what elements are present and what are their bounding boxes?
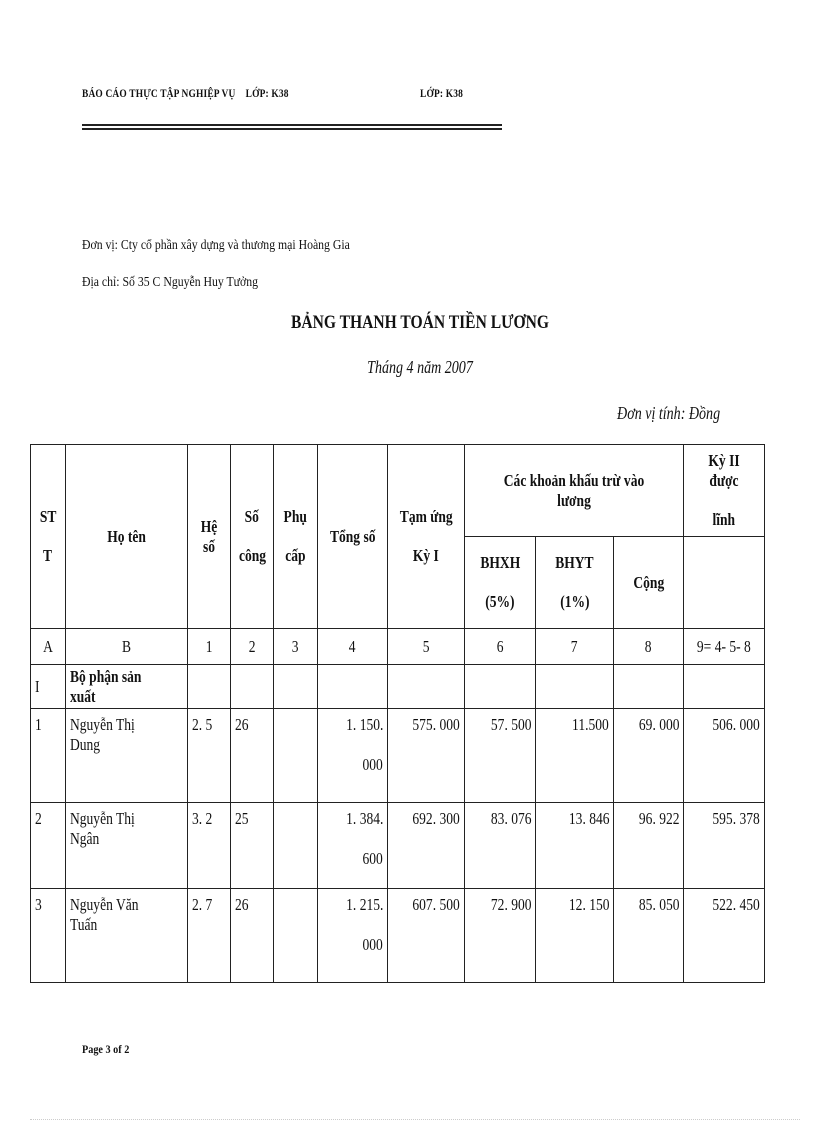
header-advance: Tạm ứng Kỳ I [388,445,465,629]
code-cell: B [66,629,188,665]
row-stt: 1 [31,709,66,803]
section-number: I [31,665,66,709]
row-advance: 692. 300 [388,803,465,889]
code-cell: 8 [614,629,684,665]
header-name: Họ tên [66,445,188,629]
currency-unit: Đơn vị tính: Đồng [616,403,720,423]
row-sum: 96. 922 [614,803,684,889]
header-sum: Cộng [614,537,684,629]
row-coefficient: 2. 5 [188,709,231,803]
row-bhyt: 13. 846 [536,803,614,889]
code-cell: 7 [536,629,614,665]
code-cell: 9= 4- 5- 8 [684,629,765,665]
row-total: 1. 150. 000 [318,709,388,803]
header-period2-blank [684,537,765,629]
row-net: 506. 000 [684,709,765,803]
row-total: 1. 384. 600 [318,803,388,889]
table-row [31,889,765,983]
row-allowance [274,803,318,889]
section-name: Bộ phận sản xuất [66,665,188,709]
row-advance: 575. 000 [388,709,465,803]
header-bhyt: BHYT (1%) [536,537,614,629]
page-bottom-divider [30,1119,800,1120]
document-title: BẢNG THANH TOÁN TIỀN LƯƠNG [291,312,549,333]
row-bhxh: 57. 500 [465,709,536,803]
header-workdays: Số công [231,445,274,629]
class-label-right: LỚP: K38 [420,88,463,100]
header-deductions: Các khoản khấu trừ vào lương [465,445,684,537]
row-stt: 2 [31,803,66,889]
code-cell: 5 [388,629,465,665]
header-period2: Kỳ II được lĩnh [684,445,765,537]
header-bhxh: BHXH (5%) [465,537,536,629]
row-bhyt: 11.500 [536,709,614,803]
row-net: 522. 450 [684,889,765,983]
row-workdays: 25 [231,803,274,889]
code-cell: 2 [231,629,274,665]
report-header [82,88,289,100]
row-coefficient: 2. 7 [188,889,231,983]
company-address: Địa chỉ: Số 35 C Nguyễn Huy Tưởng [82,275,259,290]
table-header-row [31,445,765,537]
code-cell: A [31,629,66,665]
row-sum: 85. 050 [614,889,684,983]
table-row [31,803,765,889]
code-cell: 4 [318,629,388,665]
row-allowance [274,709,318,803]
row-name: Nguyễn Thị Ngân [66,803,188,889]
company-unit: Đơn vị: Cty cổ phần xây dựng và thương mại Hoàng Gia [82,238,350,253]
header-total: Tổng số [318,445,388,629]
code-row [31,629,765,665]
code-cell: 3 [274,629,318,665]
code-cell: 6 [465,629,536,665]
row-workdays: 26 [231,889,274,983]
report-title: BÁO CÁO THỰC TẬP NGHIỆP VỤ [82,88,236,100]
row-bhyt: 12. 150 [536,889,614,983]
row-allowance [274,889,318,983]
header-coefficient: Hệ số [188,445,231,629]
section-row [31,665,765,709]
header-rule-top [82,124,502,126]
row-sum: 69. 000 [614,709,684,803]
row-workdays: 26 [231,709,274,803]
row-stt: 3 [31,889,66,983]
row-net: 595. 378 [684,803,765,889]
header-allowance: Phụ cấp [274,445,318,629]
payroll-table [30,444,765,983]
row-total: 1. 215. 000 [318,889,388,983]
row-advance: 607. 500 [388,889,465,983]
header-rule-bottom [82,128,502,130]
row-bhxh: 72. 900 [465,889,536,983]
row-bhxh: 83. 076 [465,803,536,889]
table-row [31,709,765,803]
header-stt: ST T [31,445,66,629]
row-name: Nguyễn Thị Dung [66,709,188,803]
row-coefficient: 3. 2 [188,803,231,889]
row-name: Nguyễn Văn Tuấn [66,889,188,983]
page-number: Page 3 of 2 [82,1042,130,1056]
class-label-left: LỚP: K38 [245,88,289,100]
document-period: Tháng 4 năm 2007 [367,357,473,377]
code-cell: 1 [188,629,231,665]
